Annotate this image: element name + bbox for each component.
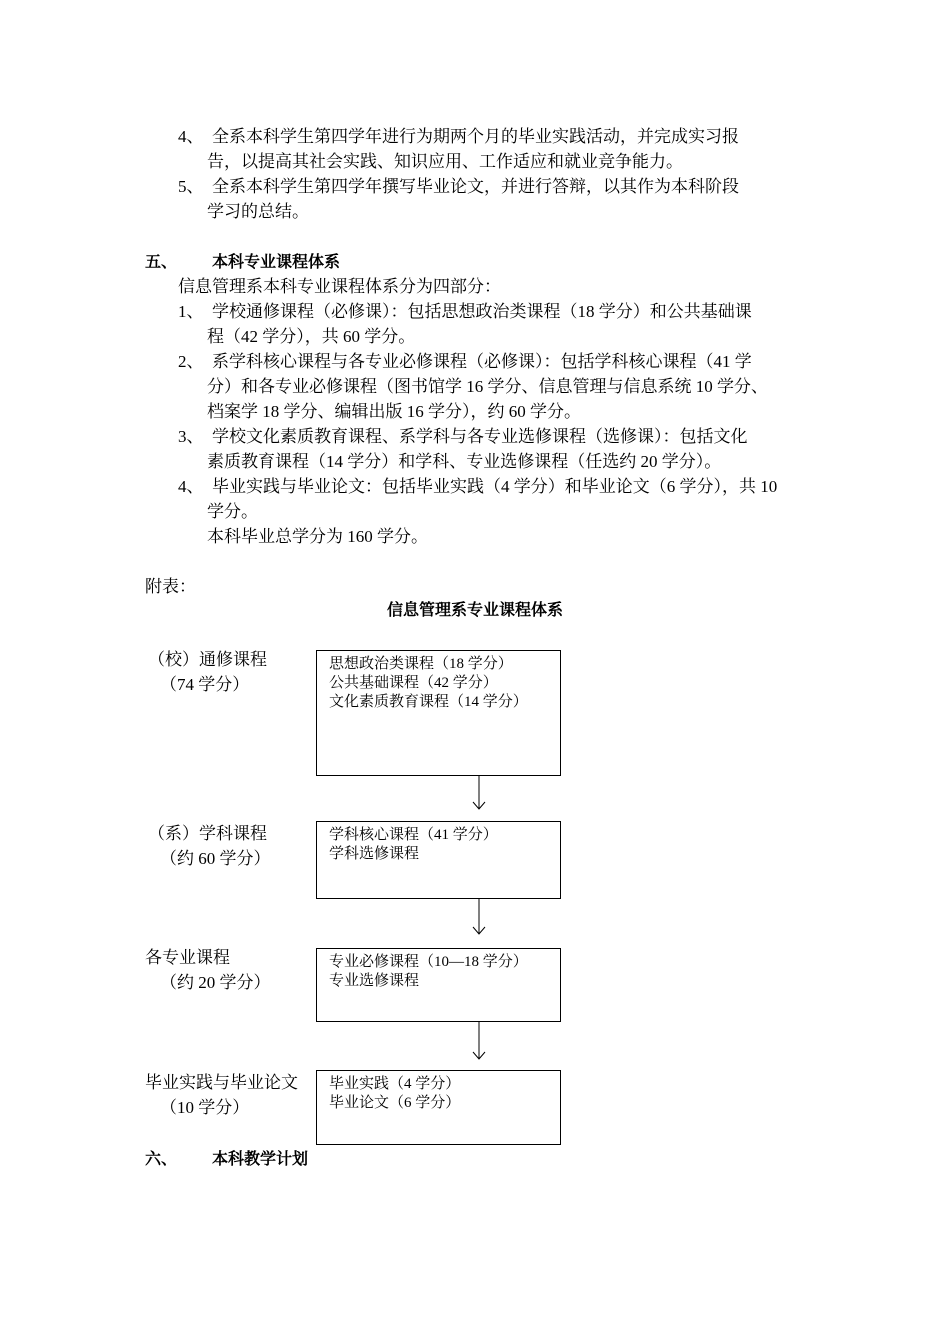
item-number: 1、 xyxy=(178,302,204,321)
box-line: 思想政治类课程（18 学分） xyxy=(329,656,513,672)
item-number: 4、 xyxy=(178,477,204,496)
course-box xyxy=(316,948,561,1022)
box-line: 学科选修课程 xyxy=(329,846,420,862)
item-text-line: 学习的总结。 xyxy=(207,202,309,221)
section-title: 本科教学计划 xyxy=(212,1149,309,1168)
box-line: 文化素质教育课程（14 学分） xyxy=(329,694,528,710)
item-text-line: 学分。 xyxy=(207,502,258,521)
item-text-line: 全系本科学生第四学年进行为期两个月的毕业实践活动，并完成实习报 xyxy=(212,127,739,146)
flow-sublabel: （74 学分） xyxy=(160,675,250,694)
section-intro: 信息管理系本科专业课程体系分为四部分： xyxy=(178,277,501,296)
item-text-line: 学校通修课程（必修课）：包括思想政治类课程（18 学分）和公共基础课 xyxy=(212,302,752,321)
down-arrow-icon xyxy=(470,1022,490,1062)
item-text-line: 档案学 18 学分、编辑出版 16 学分），约 60 学分。 xyxy=(207,402,581,421)
course-box xyxy=(316,821,561,899)
box-line: 公共基础课程（42 学分） xyxy=(329,675,498,691)
item-text-line: 告，以提高其社会实践、知识应用、工作适应和就业竞争能力。 xyxy=(207,152,683,171)
box-line: 专业必修课程（10—18 学分） xyxy=(329,954,528,970)
item-number: 4、 xyxy=(178,127,204,146)
section-number: 五、 xyxy=(145,252,178,271)
box-line: 学科核心课程（41 学分） xyxy=(329,827,498,843)
item-text-line: 毕业实践与毕业论文：包括毕业实践（4 学分）和毕业论文（6 学分），共 10 xyxy=(212,477,778,496)
item-text-line: 学校文化素质教育课程、系学科与各专业选修课程（选修课）：包括文化 xyxy=(212,427,748,446)
diagram-title: 信息管理系专业课程体系 xyxy=(386,600,563,619)
box-line: 专业选修课程 xyxy=(329,973,420,989)
item-text-line: 全系本科学生第四学年撰写毕业论文，并进行答辩，以其作为本科阶段 xyxy=(212,177,739,196)
flow-label: 毕业实践与毕业论文 xyxy=(145,1073,298,1092)
total-credits: 本科毕业总学分为 160 学分。 xyxy=(207,527,428,546)
down-arrow-icon xyxy=(470,776,490,812)
box-line: 毕业实践（4 学分） xyxy=(329,1076,461,1092)
item-text-line: 分）和各专业必修课程（图书馆学 16 学分、信息管理与信息系统 10 学分、 xyxy=(207,377,768,396)
section-title: 本科专业课程体系 xyxy=(212,252,341,271)
appendix-label: 附表： xyxy=(145,577,196,596)
item-number: 3、 xyxy=(178,427,204,446)
section-number: 六、 xyxy=(145,1149,178,1168)
flow-label: （系）学科课程 xyxy=(148,824,267,843)
flow-sublabel: （约 60 学分） xyxy=(160,849,271,868)
flow-sublabel: （约 20 学分） xyxy=(160,973,271,992)
course-box xyxy=(316,650,561,776)
item-number: 5、 xyxy=(178,177,204,196)
item-text-line: 程（42 学分），共 60 学分。 xyxy=(207,327,416,346)
flow-label: （校）通修课程 xyxy=(148,650,267,669)
box-line: 毕业论文（6 学分） xyxy=(329,1095,461,1111)
down-arrow-icon xyxy=(470,899,490,937)
item-text-line: 素质教育课程（14 学分）和学科、专业选修课程（任选约 20 学分）。 xyxy=(207,452,722,471)
flow-label: 各专业课程 xyxy=(145,948,230,967)
item-number: 2、 xyxy=(178,352,204,371)
course-box xyxy=(316,1070,561,1145)
flow-sublabel: （10 学分） xyxy=(160,1098,250,1117)
item-text-line: 系学科核心课程与各专业必修课程（必修课）：包括学科核心课程（41 学 xyxy=(212,352,752,371)
